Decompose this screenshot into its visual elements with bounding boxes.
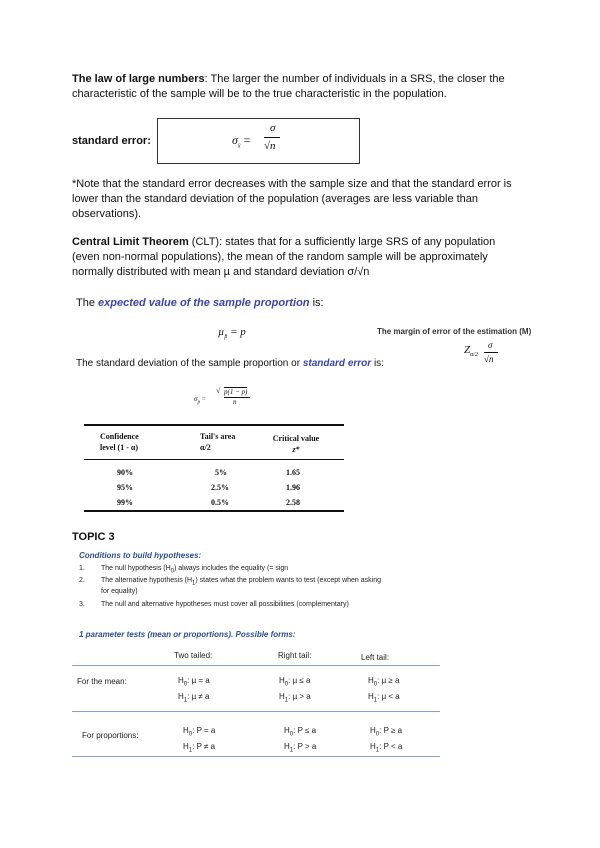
standard-error-label: standard error: [72,135,151,147]
sd-formula-num: p(1 − p) [224,388,248,396]
law-of-large-numbers [72,72,542,102]
law-text-1: : The larger the number of individuals in a SRS, the closer the [204,73,505,85]
central-limit-theorem [72,235,552,280]
list-item: 3. The null and alternative hypotheses must cover all possibilities (complementary) [79,601,349,608]
header-blue-rule [72,665,440,666]
list-item: 1. The null hypothesis $(H_0)$ always includes the equality (= sign [79,565,289,575]
conditions-title: Conditions to build hypotheses: [79,551,202,560]
clt-line-1: (CLT): states that for a sufficiently large SRS of any population [188,236,496,248]
margin-formula-den: √n [484,354,494,364]
clt-line-3: normally distributed with mean µ and standard deviation σ/√n [72,266,370,278]
prop-blue-rule [72,756,440,757]
se-formula-num: σ [270,122,276,134]
clt-title: Central Limit Theorem [72,236,189,248]
sd-formula-sqrt: √ [216,386,221,395]
list-item: 2. The alternative hypothesis $(H_1)$ states what the problem wants to test (except when asking [79,577,381,587]
table-bottom-rule [84,510,344,512]
law-title: The law of large numbers [72,73,205,85]
note-line-1: *Note that the standard error decreases with the sample size and that the standard error is [72,178,512,190]
standard-error-formula-box [157,118,360,164]
margin-formula-num: σ [488,340,493,350]
note-line-3: observations). [72,208,142,220]
topic-3-title: TOPIC 3 [72,531,115,543]
mean-two-tailed: $H_0$: µ = a $H_1$: µ ≠ a [178,676,210,704]
header-tails-area: Tail's area α/2 [200,432,236,452]
note-line-2: lower than the standard deviation of the population (averages are less variable than [72,193,479,205]
table-header-rule [84,459,344,460]
sd-formula-lhs: $\sigma_{p̂}$ = [194,395,206,406]
se-formula-lhs: $\sigma_{x̄}$ = [232,133,251,150]
se-fraction-bar [264,137,280,138]
expected-value-heading: The expected value of the sample proportion is: [76,297,324,309]
tests-title: 1 parameter tests (mean or proportions). Possible forms: [79,630,296,639]
expected-value-formula: µ$_{p̂}$ = p [218,326,246,341]
sd-proportion-heading: The standard deviation of the sample proportion or standard error is: [76,358,384,369]
prop-two-tailed: $H_0$: P = a $H_1$: P ≠ a [183,726,216,754]
margin-of-error-title: The margin of error of the estimation (M) [377,327,532,336]
mean-blue-rule [72,711,440,712]
prop-right-tail: $H_0$: P ≤ a $H_1$: P > a [284,726,317,754]
for-the-mean-label: For the mean: [77,677,127,686]
mean-right-tail: $H_0$: µ ≤ a $H_1$: µ > a [279,676,311,704]
col-right-tail: Right tail: [278,651,312,660]
col-left-tail: Left tail: [361,653,390,662]
sd-fraction-bar [224,397,250,398]
law-text-2: characteristic of the sample will be to the true characteristic in the population. [72,88,447,100]
clt-line-2: (even non-normal populations), the mean of the random sample will be approximately [72,251,488,263]
sd-formula-den: n [233,398,237,406]
margin-fraction-bar [484,352,498,353]
col-two-tailed: Two tailed: [174,651,213,660]
margin-formula-z: $Z_{\alpha/2}$ [464,344,478,359]
prop-left-tail: $H_0$: P ≥ a $H_1$: P < a [370,726,403,754]
list-item: for equality) [101,588,138,595]
mean-left-tail: $H_0$: µ ≥ a $H_1$: µ < a [368,676,400,704]
header-confidence: Confidence level (1 - α) [100,432,139,452]
se-formula-den: √n [264,140,276,152]
note [72,177,542,222]
table-top-rule [84,424,344,426]
header-critical-value: Critical value z* [272,434,320,454]
for-proportions-label: For proportions: [82,731,139,740]
